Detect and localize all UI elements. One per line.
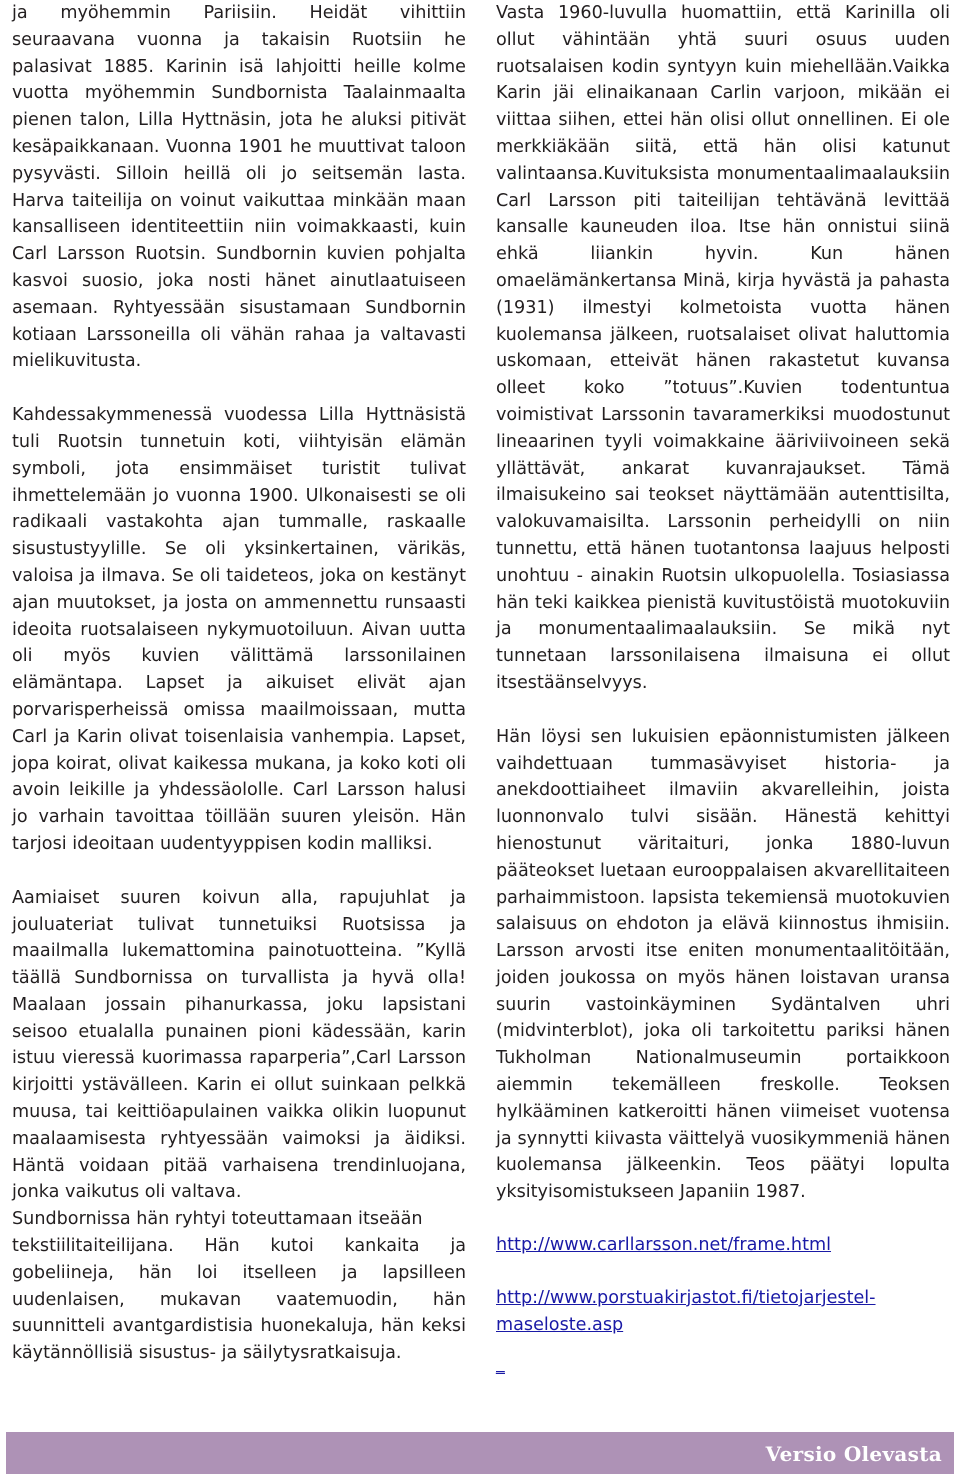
right-paragraph-1: Vasta 1960-luvulla huomattiin, että Karinilla oli ollut vähintään yhtä suuri osuus uuden ruotsalaisen kodin syntyyn kuin miehellään.Vaikka Karin jäi elinaikanaan Carlin varjoon, mikään ei viittaa siihen, ettei hän olisi ollut onnellinen. Ei ole merkkiäkään siitä, että hän olisi katunut valintaansa.Kuvituksista monumentaalimaalauksiin Carl Larsson piti taiteilijan tehtävänä levittää kansalle kauneuden iloa. Itse hän onnistui siinä ehkä liiankin hyvin. Kun hänen omaelämänkertansa Minä, kirja hyvästä ja pahasta (1931) ilmestyi kolmetoista vuotta hänen kuolemansa jälkeen, ruotsalaiset olivat haluttomia uskomaan, etteivät hänen rakastetut kuvansa olleet koko ”totuus”.Kuvien todentuntua voimistivat Larssonin tavaramerkiksi muodostunut lineaarinen tyyli voimakkaine ääriviivoineen sekä yllättävät, ankarat kuvanrajaukset. Tämä ilmaisukeino sai teokset näyttämään autenttisilta, valokuvamaisilta. Larssonin perheidylli on niin tunnettu, että hänen tuotantonsa laajuus helposti unohtuu - ainakin Ruotsin ulkopuolella. Tosiasiassa hän teki kaikkea pienistä kuvitustöistä muotokuviin ja monumentaalimaalauksiin. Se mikä nyt tunnetaan larssonilaisena ilmaisuna ei ollut itsestäänselvyys.	[496, 3, 950, 693]
left-column	[12, 0, 466, 1367]
paragraph-spacer	[12, 375, 466, 402]
footer-label: Versio Olevasta	[765, 1442, 942, 1466]
link-spacer	[496, 1338, 950, 1352]
left-paragraph-3: Aamiaiset suuren koivun alla, rapujuhlat ja jouluateriat tulivat tunnetuiksi Ruotsissa ja maailmalla lukemattomina painotuotteina. ”Kyllä täällä Sundbornissa on turvallista ja hyvä olla! Maalaan jossain pihanurkassa, joku lapsistani seisoo etualalla punainen pioni kädessään, karin istuu vieressä kuorimassa raparperia”,Carl Larsson kirjoitti ystävälleen. Karin ei ollut suinkaan pelkkä muusa, tai keittiöapulainen vaikka olikin luopunut maalaamisesta ryhtyessään vaimoksi ja äidiksi. Häntä voidaan pitää varhaisena trendinluojana, jonka vaikutus oli valtava. Sundbornissa hän ryhtyi toteuttamaan itseään tekstiilitaiteilijana. Hän kutoi kankaita ja gobeliineja, hän loi itselleen ja lapsilleen uudenlaisen, mukavan vaatemuodin, hän suunnitteli avantgardistisia huonekaluja, hän keksi käytännöllisiä sisustus- ja säilytysratkaisuja.	[12, 887, 466, 1364]
left-paragraph-2: Kahdessakymmenessä vuodessa Lilla Hyttnäsistä tuli Ruotsin tunnetuin koti, viihtyisän elämän symboli, jota ensimmäiset turistit tulivat ihmettelemään jo vuonna 1900. Ulkonaisesti se oli radikaali vastakohta ajan tummalle, raskaalle sisustustyylille. Se oli yksinkertainen, värikäs, valoisa ja ilmava. Se oli taideteos, joka on kestänyt ajan muutokset, ja josta on ammennettu runsaasti ideoita ruotsalaiseen nykymuotoiluun. Aivan uutta oli myös kuvien välittämä larssonilainen elämäntapa. Lapset ja aikuiset elivät ajan porvarisperheissä omissa maailmoissaan, mutta Carl ja Karin olivat toisenlaisia vanhempia. Lapset, jopa koirat, olivat kaikessa mukana, ja koko koti oli avoin leikille ja yhdessäololle. Carl Larsson halusi jo varhain tavoittaa töillään suuren yleisön. Hän tarjosi ideoitaan uudentyyppisen kodin malliksi.	[12, 405, 466, 854]
left-paragraph-1: ja myöhemmin Pariisiin. Heidät vihittiin seuraavana vuonna ja takaisin Ruotsiin he palasivat 1885. Karinin isä lahjoitti heille kolme vuotta myöhemmin Sundbornista Taalainmaalta pienen talon, Lilla Hyttnäsin, jota he aluksi pitivät kesäpaikkanaan. Vuonna 1901 he muuttivat taloon pysyvästi. Silloin heillä oli jo seitsemän lasta. Harva taiteilija on voinut vaikuttaa minkään maan kansalliseen identiteettiin niin voimakkaasti, kuin Carl Larsson Ruotsin. Sundbornin kuvien pohjalta kasvoi suosio, joka nosti hänet ainutlaatuiseen asemaan. Ryhtyessään sisustamaan Sundbornin kotiaan Larssoneilla oli vähän rahaa ja valtavasti mielikuvitusta.	[12, 3, 466, 372]
link-spacer	[496, 1259, 950, 1285]
porstuakirjastot-link[interactable]: http://www.porstuakirjastot.fi/tietojarjestel- maseloste.asp	[496, 1287, 876, 1335]
link-spacer	[496, 1206, 950, 1232]
paragraph-spacer	[12, 858, 466, 885]
footer-bar	[6, 1432, 954, 1474]
empty-link[interactable]: _	[496, 1355, 505, 1376]
paragraph-spacer	[496, 697, 950, 724]
carllarsson-link[interactable]: http://www.carllarsson.net/frame.html	[496, 1235, 832, 1256]
right-column	[496, 0, 950, 1379]
right-paragraph-2: Hän löysi sen lukuisien epäonnistumisten jälkeen vaihdettuaan tummasävyiset historia- ja anekdoottiaiheet ilmaviin akvarelleihin, joista luonnonvalo tulvi sisään. Hänestä kehittyi hienostunut väritaituri, jonka 1880-luvun pääteokset luetaan eurooppalaisen akvarellitaiteen parhaimmistoon. lapsista tekemiensä muotokuvien salaisuus on ehdoton ja elävä kiinnostus ihmisiin. Larsson arvosti itse eniten monumentaalitöitään, joiden joukossa on myös hänen loistavan uransa suurin vastoinkäyminen Sydäntalven uhri (midvinterblot), joka oli tarkoitettu pariksi hänen Tukholman Nationalmuseumin portaikkoon aiemmin tekemälleen freskolle. Teoksen hylkääminen katkeroitti hänen viimeiset vuotensa ja synnytti kiivasta väittelyä vuosikymmeniä hänen kuolemansa jälkeenkin. Teos päätyi lopulta yksityisomistukseen Japaniin 1987.	[496, 726, 950, 1203]
